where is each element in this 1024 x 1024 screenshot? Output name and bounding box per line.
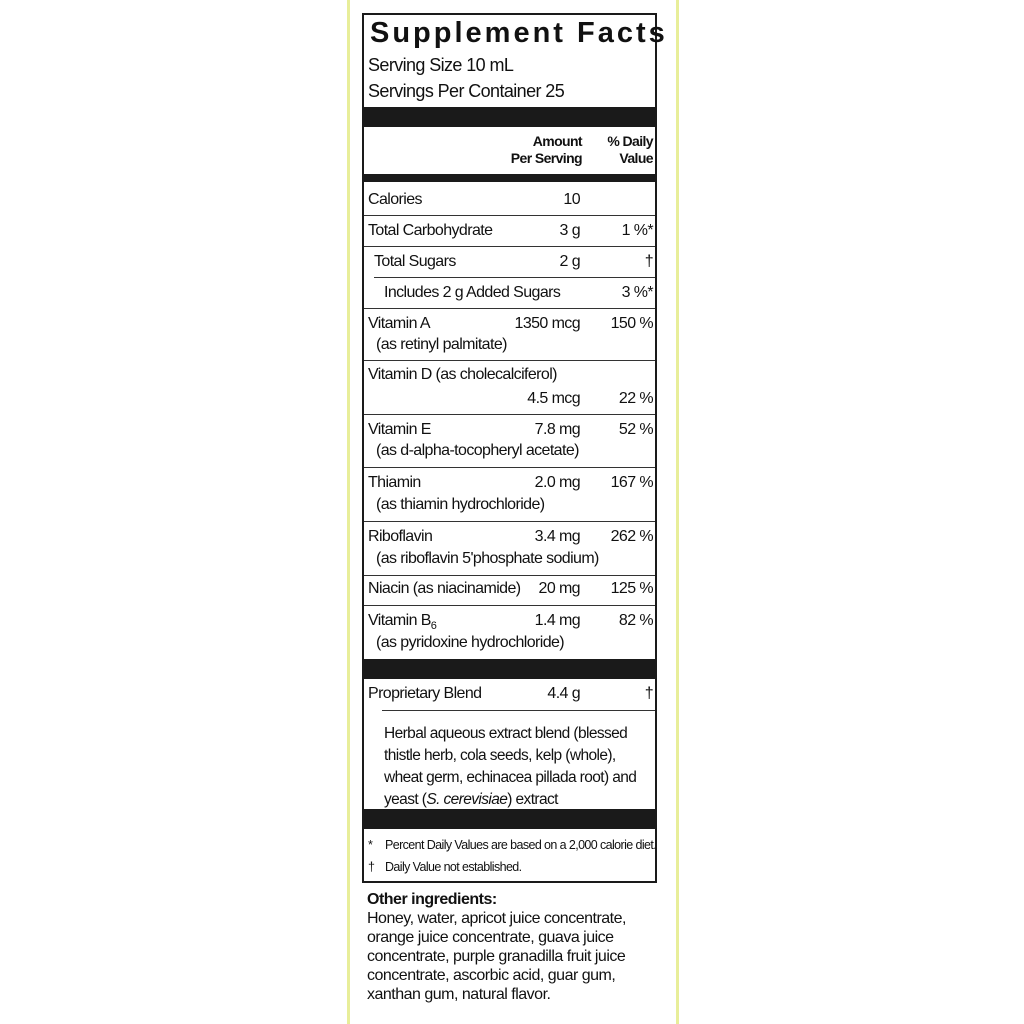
- vitamin-b6-source: (as pyridoxine hydrochloride): [376, 634, 565, 651]
- carb-amount: 3 g: [559, 222, 580, 239]
- thick-bar-middle: [364, 659, 655, 679]
- proprietary-blend-description: Herbal aqueous extract blend (blessed thistle herb, cola seeds, kelp (whole), wheat germ, echinacea pillada root) and yeast (S. cerevisiae) extract: [384, 725, 637, 808]
- vitamin-e-source: (as d-alpha-tocopheryl acetate): [376, 442, 579, 459]
- thiamin-label: Thiamin: [368, 474, 421, 491]
- thiamin-amount: 2.0 mg: [534, 474, 580, 491]
- niacin-label: Niacin (as niacinamide): [368, 580, 521, 597]
- vitamin-e-label: Vitamin E: [368, 421, 431, 438]
- footnote-percent-dv: * Percent Daily Values are based on a 2,000 calorie diet.: [368, 838, 657, 852]
- facts-title: Supplement Facts: [370, 17, 668, 49]
- added-sugars-dv: 3 %*: [621, 284, 653, 301]
- supplement-facts-panel: [362, 13, 668, 883]
- other-ingredients-text: Honey, water, apricot juice concentrate, orange juice concentrate, guava juice concentrate, purple granadilla fruit juice concentrate, ascorbic acid, guar gum, xanthan gum, natural flavor.: [367, 910, 626, 1003]
- sugars-label: Total Sugars: [374, 253, 456, 270]
- thiamin-dv: 167 %: [610, 474, 653, 491]
- vitamin-d-label: Vitamin D (as cholecalciferol): [368, 366, 557, 383]
- row-divider: [364, 215, 655, 216]
- riboflavin-label: Riboflavin: [368, 528, 433, 545]
- niacin-dv: 125 %: [610, 580, 653, 597]
- proprietary-blend-amount: 4.4 g: [547, 685, 580, 702]
- row-divider: [364, 246, 655, 247]
- riboflavin-amount: 3.4 mg: [534, 528, 580, 545]
- carb-label: Total Carbohydrate: [368, 222, 493, 239]
- sugars-dv: †: [644, 253, 653, 270]
- riboflavin-dv: 262 %: [610, 528, 653, 545]
- panel-right-edge: [676, 0, 679, 1024]
- daily-value-column-header: % Daily Value: [607, 133, 653, 166]
- calories-amount: 10: [563, 191, 580, 208]
- thiamin-source: (as thiamin hydrochloride): [376, 496, 545, 513]
- sugars-amount: 2 g: [559, 253, 580, 270]
- vitamin-e-dv: 52 %: [618, 421, 653, 438]
- row-divider: [374, 277, 655, 278]
- medium-bar: [364, 174, 655, 182]
- row-divider: [364, 521, 655, 522]
- vitamin-a-dv: 150 %: [610, 315, 653, 332]
- vitamin-d-amount: 4.5 mcg: [527, 390, 580, 407]
- vitamin-b6-amount: 1.4 mg: [534, 612, 580, 629]
- row-divider: [364, 575, 655, 576]
- vitamin-a-label: Vitamin A: [368, 315, 430, 332]
- servings-per-container: Servings Per Container 25: [368, 81, 565, 101]
- row-divider: [364, 605, 655, 606]
- added-sugars-label: Includes 2 g Added Sugars: [384, 284, 561, 301]
- calories-label: Calories: [368, 191, 422, 208]
- other-ingredients: [367, 890, 667, 1004]
- vitamin-a-amount: 1350 mcg: [514, 315, 580, 332]
- vitamin-b6-label: Vitamin $B_6$: [368, 612, 437, 633]
- row-divider: [364, 467, 655, 468]
- proprietary-blend-dv: †: [644, 685, 653, 702]
- row-divider: [364, 308, 655, 309]
- vitamin-d-dv: 22 %: [618, 390, 653, 407]
- vitamin-e-amount: 7.8 mg: [534, 421, 580, 438]
- riboflavin-source: (as riboflavin 5'phosphate sodium): [376, 550, 599, 567]
- vitamin-a-source: (as retinyl palmitate): [376, 336, 507, 353]
- row-divider: [364, 414, 655, 415]
- serving-size: Serving Size 10 mL: [368, 55, 514, 75]
- niacin-amount: 20 mg: [538, 580, 580, 597]
- amount-column-header: Amount Per Serving: [510, 133, 582, 166]
- footnote-dv-not-established: † Daily Value not established.: [368, 860, 522, 874]
- row-divider: [364, 360, 655, 361]
- thick-bar-top: [364, 107, 655, 127]
- vitamin-b6-dv: 82 %: [618, 612, 653, 629]
- proprietary-blend-label: Proprietary Blend: [368, 685, 482, 702]
- carb-dv: 1 %*: [621, 222, 653, 239]
- thick-bar-bottom: [364, 809, 655, 829]
- row-divider: [382, 710, 655, 711]
- other-ingredients-heading: Other ingredients:: [367, 891, 497, 908]
